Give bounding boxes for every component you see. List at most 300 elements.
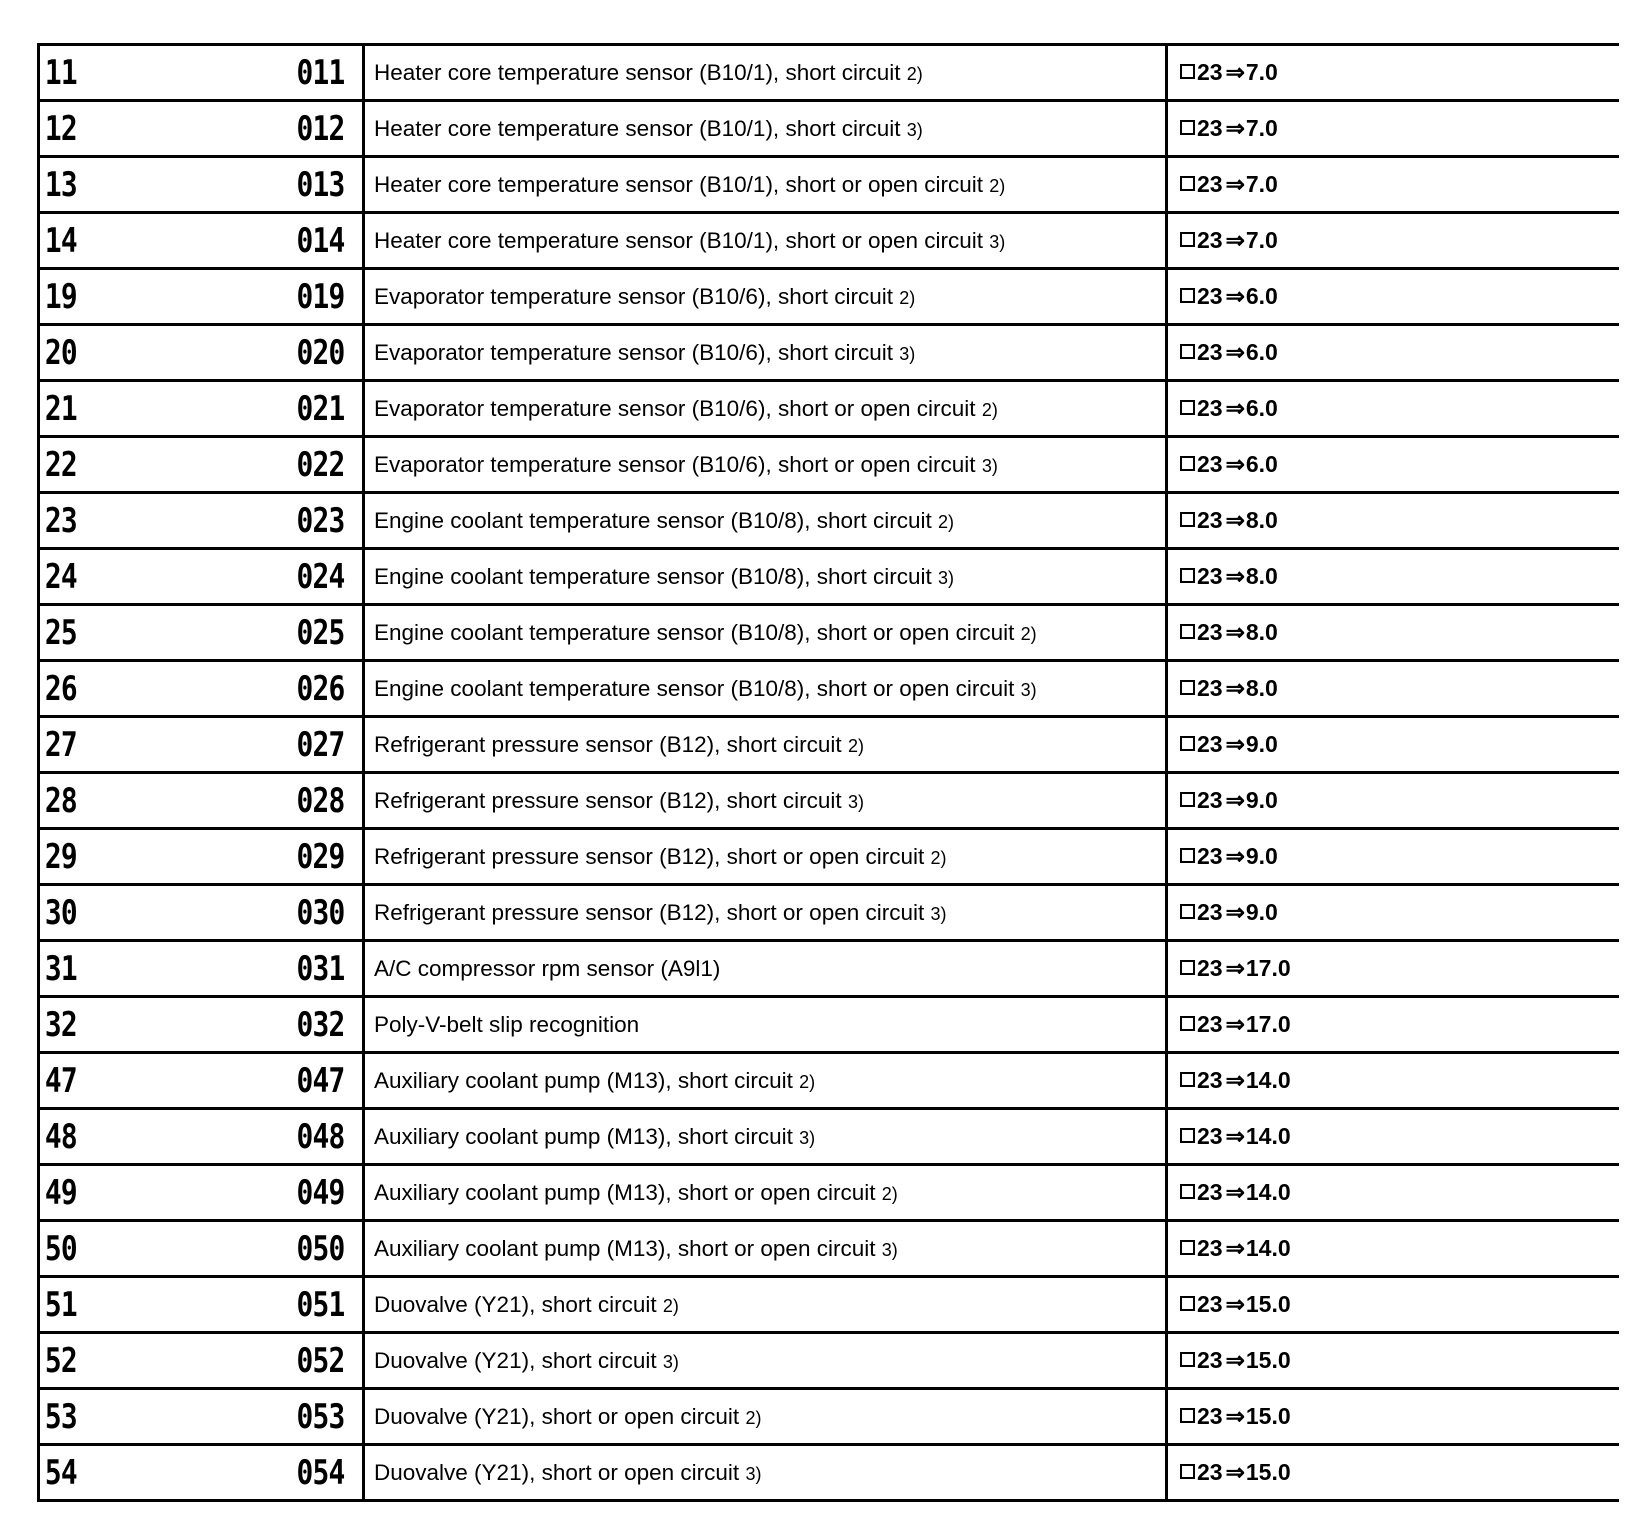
fault-code-cell	[39, 381, 128, 437]
table-row	[39, 1445, 1619, 1501]
reference-cell	[1167, 381, 1619, 437]
blink-code: 023	[296, 500, 344, 541]
reference-group: 23	[1197, 395, 1223, 421]
fault-code-cell	[39, 1389, 128, 1445]
description-cell	[364, 437, 1167, 493]
reference-value: 17.0	[1245, 1011, 1291, 1037]
fault-code: 26	[44, 668, 77, 709]
reference-box-icon	[1180, 848, 1195, 863]
blink-code-cell	[128, 1165, 364, 1221]
fault-code-cell	[39, 213, 128, 269]
reference-cell	[1167, 605, 1619, 661]
footnote-ref: 2)	[906, 63, 923, 84]
blink-code-cell	[128, 1221, 364, 1277]
description-cell	[364, 661, 1167, 717]
reference-value: 15.0	[1245, 1347, 1291, 1373]
blink-code-cell	[128, 1445, 364, 1501]
fault-code: 23	[44, 500, 77, 541]
blink-code: 024	[296, 556, 344, 597]
fault-description: Duovalve (Y21), short circuit	[374, 1291, 657, 1317]
reference-box-icon	[1180, 344, 1195, 359]
description-cell	[364, 1109, 1167, 1165]
footnote-ref: 2)	[662, 1295, 679, 1316]
footnote-ref: 3)	[662, 1351, 679, 1372]
reference-box-icon	[1180, 1072, 1195, 1087]
reference-box-icon	[1180, 568, 1195, 583]
footnote-ref: 2)	[799, 1071, 816, 1092]
reference-group: 23	[1197, 843, 1223, 869]
arrow-right-icon: ⇒	[1225, 1067, 1245, 1093]
reference-box-icon	[1180, 288, 1195, 303]
reference-value: 8.0	[1245, 563, 1278, 589]
reference-cell	[1167, 437, 1619, 493]
reference-cell	[1167, 1053, 1619, 1109]
fault-code: 28	[44, 780, 77, 821]
reference-group: 23	[1197, 1179, 1223, 1205]
reference-value: 8.0	[1245, 675, 1278, 701]
fault-description: Evaporator temperature sensor (B10/6), short or open circuit	[374, 451, 976, 477]
blink-code-cell	[128, 157, 364, 213]
table-row	[39, 717, 1619, 773]
reference-value: 7.0	[1245, 171, 1278, 197]
blink-code: 047	[296, 1060, 344, 1101]
fault-code: 32	[44, 1004, 77, 1045]
fault-code: 14	[44, 220, 77, 261]
arrow-right-icon: ⇒	[1225, 619, 1245, 645]
table-row	[39, 1277, 1619, 1333]
fault-code-rows	[39, 45, 1619, 1501]
table-row	[39, 1109, 1619, 1165]
blink-code: 029	[296, 836, 344, 877]
reference-box-icon	[1180, 1296, 1195, 1311]
blink-code: 026	[296, 668, 344, 709]
fault-code: 51	[44, 1284, 77, 1325]
table-row	[39, 773, 1619, 829]
arrow-right-icon: ⇒	[1225, 1459, 1245, 1485]
fault-code-cell	[39, 269, 128, 325]
arrow-right-icon: ⇒	[1225, 395, 1245, 421]
reference-group: 23	[1197, 1403, 1223, 1429]
blink-code-cell	[128, 661, 364, 717]
reference-value: 6.0	[1245, 395, 1278, 421]
fault-code-cell	[39, 437, 128, 493]
fault-code: 20	[44, 332, 77, 373]
footnote-ref: 3)	[981, 455, 998, 476]
fault-code-cell	[39, 605, 128, 661]
blink-code-cell	[128, 381, 364, 437]
reference-box-icon	[1180, 64, 1195, 79]
blink-code-cell	[128, 213, 364, 269]
reference-cell	[1167, 1109, 1619, 1165]
reference-box-icon	[1180, 1240, 1195, 1255]
blink-code: 031	[296, 948, 344, 989]
reference-cell	[1167, 773, 1619, 829]
reference-box-icon	[1180, 176, 1195, 191]
reference-group: 23	[1197, 619, 1223, 645]
table-row	[39, 885, 1619, 941]
blink-code-cell	[128, 1109, 364, 1165]
fault-description: Auxiliary coolant pump (M13), short or open circuit	[374, 1235, 876, 1261]
fault-description: Heater core temperature sensor (B10/1), short or open circuit	[374, 171, 984, 197]
fault-description: Heater core temperature sensor (B10/1), short circuit	[374, 59, 901, 85]
reference-cell	[1167, 1221, 1619, 1277]
fault-code-cell	[39, 1053, 128, 1109]
fault-code: 54	[44, 1452, 77, 1493]
fault-code-cell	[39, 45, 128, 101]
arrow-right-icon: ⇒	[1225, 899, 1245, 925]
description-cell	[364, 1221, 1167, 1277]
fault-description: A/C compressor rpm sensor (A9l1)	[374, 955, 721, 981]
fault-code: 49	[44, 1172, 77, 1213]
fault-code-cell	[39, 941, 128, 997]
fault-code: 29	[44, 836, 77, 877]
reference-value: 15.0	[1245, 1403, 1291, 1429]
reference-value: 14.0	[1245, 1123, 1291, 1149]
fault-code: 22	[44, 444, 77, 485]
fault-code: 11	[44, 52, 77, 93]
reference-group: 23	[1197, 339, 1223, 365]
reference-cell	[1167, 549, 1619, 605]
blink-code: 050	[296, 1228, 344, 1269]
fault-code-cell	[39, 549, 128, 605]
footnote-ref: 3)	[745, 1463, 762, 1484]
reference-box-icon	[1180, 512, 1195, 527]
reference-cell	[1167, 213, 1619, 269]
reference-group: 23	[1197, 1235, 1223, 1261]
reference-group: 23	[1197, 1291, 1223, 1317]
description-cell	[364, 269, 1167, 325]
footnote-ref: 3)	[930, 903, 947, 924]
reference-cell	[1167, 1333, 1619, 1389]
reference-value: 8.0	[1245, 507, 1278, 533]
arrow-right-icon: ⇒	[1225, 675, 1245, 701]
arrow-right-icon: ⇒	[1225, 787, 1245, 813]
fault-code: 50	[44, 1228, 77, 1269]
arrow-right-icon: ⇒	[1225, 59, 1245, 85]
table-row	[39, 101, 1619, 157]
footnote-ref: 3)	[989, 231, 1006, 252]
fault-description: Duovalve (Y21), short or open circuit	[374, 1403, 740, 1429]
fault-description: Heater core temperature sensor (B10/1), short or open circuit	[374, 227, 984, 253]
footnote-ref: 2)	[930, 847, 947, 868]
footnote-ref: 2)	[938, 511, 955, 532]
table-row	[39, 381, 1619, 437]
reference-value: 6.0	[1245, 451, 1278, 477]
fault-code-cell	[39, 1165, 128, 1221]
fault-description: Engine coolant temperature sensor (B10/8), short circuit	[374, 507, 932, 533]
reference-group: 23	[1197, 899, 1223, 925]
blink-code-cell	[128, 885, 364, 941]
description-cell	[364, 773, 1167, 829]
footnote-ref: 2)	[899, 287, 916, 308]
blink-code-cell	[128, 829, 364, 885]
fault-code: 13	[44, 164, 77, 205]
reference-box-icon	[1180, 904, 1195, 919]
description-cell	[364, 549, 1167, 605]
fault-code: 12	[44, 108, 77, 149]
fault-code: 48	[44, 1116, 77, 1157]
footnote-ref: 3)	[899, 343, 916, 364]
fault-code: 53	[44, 1396, 77, 1437]
description-cell	[364, 829, 1167, 885]
blink-code-cell	[128, 1053, 364, 1109]
fault-description: Heater core temperature sensor (B10/1), short circuit	[374, 115, 901, 141]
fault-code-cell	[39, 661, 128, 717]
reference-value: 6.0	[1245, 339, 1278, 365]
blink-code: 027	[296, 724, 344, 765]
reference-box-icon	[1180, 680, 1195, 695]
fault-code-cell	[39, 1277, 128, 1333]
fault-description: Engine coolant temperature sensor (B10/8), short or open circuit	[374, 619, 1015, 645]
table-row	[39, 157, 1619, 213]
blink-code: 012	[296, 108, 344, 149]
reference-cell	[1167, 269, 1619, 325]
blink-code: 014	[296, 220, 344, 261]
reference-value: 17.0	[1245, 955, 1291, 981]
footnote-ref: 2)	[847, 735, 864, 756]
fault-description: Duovalve (Y21), short circuit	[374, 1347, 657, 1373]
reference-box-icon	[1180, 1352, 1195, 1367]
reference-value: 7.0	[1245, 227, 1278, 253]
table-row	[39, 941, 1619, 997]
description-cell	[364, 213, 1167, 269]
reference-value: 14.0	[1245, 1179, 1291, 1205]
blink-code: 032	[296, 1004, 344, 1045]
fault-code-cell	[39, 717, 128, 773]
description-cell	[364, 1389, 1167, 1445]
fault-code-cell	[39, 1333, 128, 1389]
blink-code-cell	[128, 549, 364, 605]
reference-value: 6.0	[1245, 283, 1278, 309]
table-row	[39, 213, 1619, 269]
fault-description: Auxiliary coolant pump (M13), short circuit	[374, 1067, 793, 1093]
reference-group: 23	[1197, 563, 1223, 589]
fault-code-cell	[39, 885, 128, 941]
blink-code-cell	[128, 941, 364, 997]
reference-value: 7.0	[1245, 115, 1278, 141]
table-row	[39, 1221, 1619, 1277]
reference-group: 23	[1197, 59, 1223, 85]
description-cell	[364, 325, 1167, 381]
fault-code-cell	[39, 493, 128, 549]
reference-group: 23	[1197, 451, 1223, 477]
reference-box-icon	[1180, 120, 1195, 135]
reference-box-icon	[1180, 792, 1195, 807]
blink-code-cell	[128, 101, 364, 157]
arrow-right-icon: ⇒	[1225, 1235, 1245, 1261]
fault-description: Auxiliary coolant pump (M13), short circuit	[374, 1123, 793, 1149]
description-cell	[364, 1277, 1167, 1333]
blink-code: 021	[296, 388, 344, 429]
reference-group: 23	[1197, 1011, 1223, 1037]
blink-code: 051	[296, 1284, 344, 1325]
reference-value: 14.0	[1245, 1235, 1291, 1261]
blink-code: 011	[296, 52, 344, 93]
description-cell	[364, 101, 1167, 157]
description-cell	[364, 885, 1167, 941]
reference-cell	[1167, 941, 1619, 997]
reference-box-icon	[1180, 624, 1195, 639]
blink-code-cell	[128, 325, 364, 381]
reference-value: 9.0	[1245, 899, 1278, 925]
table-row	[39, 325, 1619, 381]
reference-cell	[1167, 661, 1619, 717]
arrow-right-icon: ⇒	[1225, 451, 1245, 477]
footnote-ref: 3)	[938, 567, 955, 588]
reference-cell	[1167, 1445, 1619, 1501]
blink-code-cell	[128, 1333, 364, 1389]
table-row	[39, 1333, 1619, 1389]
arrow-right-icon: ⇒	[1225, 1347, 1245, 1373]
reference-group: 23	[1197, 731, 1223, 757]
description-cell	[364, 717, 1167, 773]
reference-cell	[1167, 997, 1619, 1053]
reference-group: 23	[1197, 1123, 1223, 1149]
blink-code: 049	[296, 1172, 344, 1213]
table-row	[39, 437, 1619, 493]
footnote-ref: 2)	[1020, 623, 1037, 644]
arrow-right-icon: ⇒	[1225, 507, 1245, 533]
description-cell	[364, 493, 1167, 549]
fault-code: 52	[44, 1340, 77, 1381]
reference-group: 23	[1197, 1067, 1223, 1093]
blink-code: 048	[296, 1116, 344, 1157]
reference-box-icon	[1180, 1128, 1195, 1143]
reference-cell	[1167, 829, 1619, 885]
reference-group: 23	[1197, 227, 1223, 253]
reference-box-icon	[1180, 1016, 1195, 1031]
description-cell	[364, 997, 1167, 1053]
fault-code: 21	[44, 388, 77, 429]
arrow-right-icon: ⇒	[1225, 283, 1245, 309]
blink-code-cell	[128, 269, 364, 325]
table-row	[39, 661, 1619, 717]
blink-code: 025	[296, 612, 344, 653]
fault-description: Evaporator temperature sensor (B10/6), short or open circuit	[374, 395, 976, 421]
fault-code: 25	[44, 612, 77, 653]
description-cell	[364, 605, 1167, 661]
fault-code-cell	[39, 325, 128, 381]
reference-box-icon	[1180, 736, 1195, 751]
description-cell	[364, 941, 1167, 997]
reference-group: 23	[1197, 675, 1223, 701]
reference-value: 7.0	[1245, 59, 1278, 85]
arrow-right-icon: ⇒	[1225, 955, 1245, 981]
fault-description: Engine coolant temperature sensor (B10/8), short or open circuit	[374, 675, 1015, 701]
reference-box-icon	[1180, 456, 1195, 471]
fault-description: Engine coolant temperature sensor (B10/8), short circuit	[374, 563, 932, 589]
description-cell	[364, 1053, 1167, 1109]
blink-code: 052	[296, 1340, 344, 1381]
blink-code: 013	[296, 164, 344, 205]
table-row	[39, 605, 1619, 661]
blink-code: 053	[296, 1396, 344, 1437]
table-row	[39, 1389, 1619, 1445]
reference-group: 23	[1197, 115, 1223, 141]
footnote-ref: 2)	[745, 1407, 762, 1428]
arrow-right-icon: ⇒	[1225, 1403, 1245, 1429]
fault-description: Refrigerant pressure sensor (B12), short or open circuit	[374, 843, 925, 869]
fault-code-cell	[39, 773, 128, 829]
reference-value: 9.0	[1245, 731, 1278, 757]
blink-code: 019	[296, 276, 344, 317]
fault-code: 31	[44, 948, 77, 989]
fault-code-table-container	[37, 43, 1617, 1502]
reference-cell	[1167, 1277, 1619, 1333]
blink-code: 054	[296, 1452, 344, 1493]
table-row	[39, 1053, 1619, 1109]
blink-code-cell	[128, 717, 364, 773]
reference-box-icon	[1180, 232, 1195, 247]
arrow-right-icon: ⇒	[1225, 339, 1245, 365]
fault-description: Refrigerant pressure sensor (B12), short circuit	[374, 731, 842, 757]
arrow-right-icon: ⇒	[1225, 1291, 1245, 1317]
arrow-right-icon: ⇒	[1225, 843, 1245, 869]
reference-cell	[1167, 493, 1619, 549]
fault-code-cell	[39, 829, 128, 885]
blink-code-cell	[128, 605, 364, 661]
description-cell	[364, 1333, 1167, 1389]
blink-code-cell	[128, 773, 364, 829]
reference-box-icon	[1180, 1464, 1195, 1479]
reference-value: 14.0	[1245, 1067, 1291, 1093]
arrow-right-icon: ⇒	[1225, 171, 1245, 197]
description-cell	[364, 1445, 1167, 1501]
footnote-ref: 2)	[981, 399, 998, 420]
fault-code-cell	[39, 1221, 128, 1277]
blink-code-cell	[128, 493, 364, 549]
fault-code: 24	[44, 556, 77, 597]
fault-code: 30	[44, 892, 77, 933]
arrow-right-icon: ⇒	[1225, 563, 1245, 589]
reference-value: 8.0	[1245, 619, 1278, 645]
reference-cell	[1167, 325, 1619, 381]
fault-code-table	[37, 43, 1619, 1502]
fault-description: Refrigerant pressure sensor (B12), short circuit	[374, 787, 842, 813]
fault-code-cell	[39, 1109, 128, 1165]
blink-code: 020	[296, 332, 344, 373]
reference-group: 23	[1197, 283, 1223, 309]
description-cell	[364, 381, 1167, 437]
table-row	[39, 269, 1619, 325]
fault-description: Duovalve (Y21), short or open circuit	[374, 1459, 740, 1485]
blink-code-cell	[128, 997, 364, 1053]
fault-description: Refrigerant pressure sensor (B12), short or open circuit	[374, 899, 925, 925]
blink-code-cell	[128, 1389, 364, 1445]
fault-code: 19	[44, 276, 77, 317]
fault-description: Auxiliary coolant pump (M13), short or open circuit	[374, 1179, 876, 1205]
reference-box-icon	[1180, 960, 1195, 975]
reference-cell	[1167, 101, 1619, 157]
reference-box-icon	[1180, 1184, 1195, 1199]
reference-group: 23	[1197, 787, 1223, 813]
description-cell	[364, 1165, 1167, 1221]
footnote-ref: 3)	[906, 119, 923, 140]
blink-code-cell	[128, 45, 364, 101]
fault-code-cell	[39, 157, 128, 213]
reference-cell	[1167, 157, 1619, 213]
reference-cell	[1167, 885, 1619, 941]
fault-code: 47	[44, 1060, 77, 1101]
fault-code-cell	[39, 1445, 128, 1501]
fault-code: 27	[44, 724, 77, 765]
reference-group: 23	[1197, 507, 1223, 533]
table-row	[39, 549, 1619, 605]
reference-value: 9.0	[1245, 843, 1278, 869]
table-row	[39, 829, 1619, 885]
blink-code: 022	[296, 444, 344, 485]
blink-code: 030	[296, 892, 344, 933]
